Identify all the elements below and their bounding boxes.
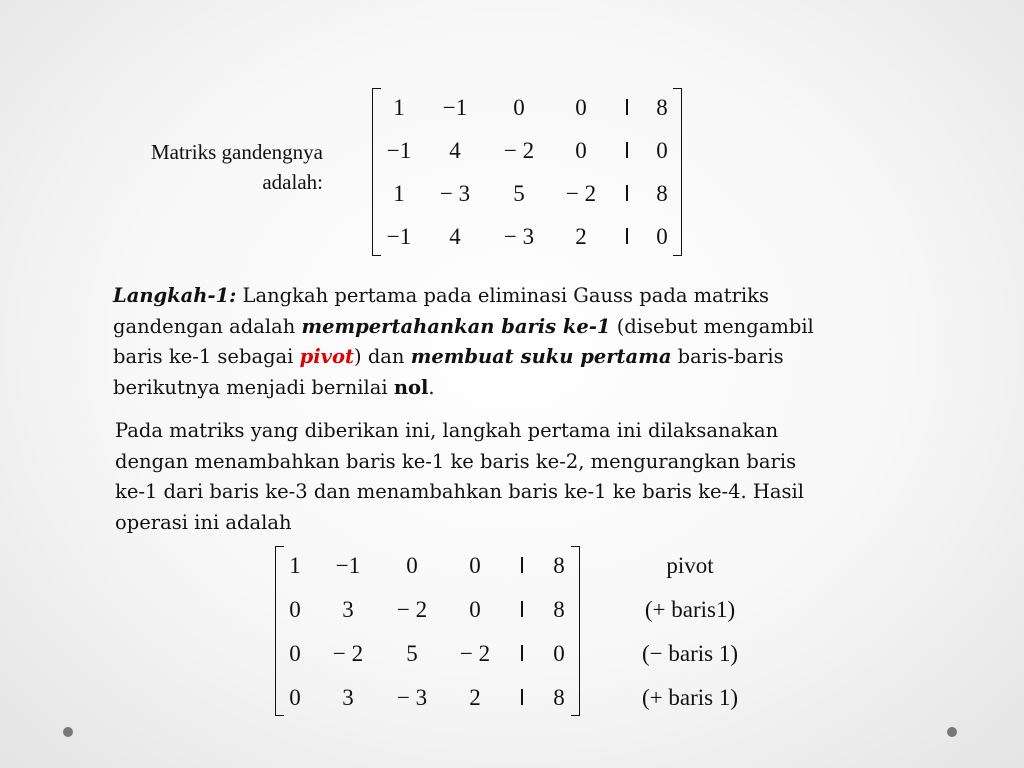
matrix-cell: −1 [335,553,361,578]
matrix-cell: 8 [553,553,565,578]
operation-line: dengan menambahkan baris ke-1 ke baris ke-2, mengurangkan baris [115,449,797,473]
matrix-cell: 1 [289,553,301,578]
matrix-cell: 0 [575,138,587,163]
pivot-term: pivot [299,345,355,368]
matrix-cell: 8 [656,181,668,206]
augment-separator [521,645,523,661]
intro-text [60,137,323,197]
matrix-cell: −1 [386,138,412,163]
matrix-cell: 0 [469,597,481,622]
nav-dot-right-icon [947,727,957,737]
matrix-cell: 0 [406,553,418,578]
langkah-text: Langkah pertama pada eliminasi Gauss pada matriks [236,284,769,307]
operation-paragraph [115,416,915,538]
matrix-cell: 5 [513,181,525,206]
augment-separator [521,557,523,573]
matrix-cell: 8 [656,95,668,120]
matrix-cell: 1 [393,181,405,206]
matrix-left-bracket [275,546,284,716]
emphasis-first-term: membuat suku pertama [410,345,672,368]
langkah-label: Langkah-1: [113,284,237,307]
augment-separator [521,689,523,705]
matrix-cell: − 2 [332,641,364,666]
matrix-cell: 0 [469,553,481,578]
matrix-cell: − 2 [459,641,491,666]
langkah-text: . [428,375,435,399]
augment-separator [626,99,628,115]
matrix-cell: 0 [289,597,301,622]
matrix-cell: − 3 [439,181,471,206]
matrix-cell: 0 [553,641,565,666]
langkah-text: baris-baris [671,345,784,368]
matrix-cell: −1 [442,95,468,120]
matrix-cell: −1 [386,224,412,249]
matrix-cell: 1 [393,95,405,120]
matrix-cell: 5 [406,641,418,666]
matrix-cell: − 3 [396,685,428,710]
nol-term: nol [393,375,429,399]
matrix-cell: 0 [656,138,668,163]
langkah-1-paragraph [113,281,903,403]
row-op-4: (+ baris 1) [642,685,738,710]
augmented-matrix-step-1 [275,546,580,716]
operation-line: ke-1 dari baris ke-3 dan menambahkan baris ke-1 ke baris ke-4. Hasil [115,480,804,503]
matrix-cell: 0 [289,685,301,710]
matrix-left-bracket [372,88,381,256]
matrix-cell: 3 [342,597,354,622]
langkah-text: berikutnya menjadi bernilai [113,375,394,399]
augment-separator [626,228,628,244]
langkah-text: (disebut mengambil [610,314,814,338]
matrix-right-bracket [673,88,682,256]
augmented-matrix-original [372,88,682,256]
matrix-right-bracket [571,546,580,716]
augment-separator [521,601,523,617]
nav-dot-left-icon [63,727,73,737]
langkah-text: gandengan adalah [113,314,302,338]
matrix-cell: 4 [449,224,461,249]
matrix-cell: − 2 [396,597,428,622]
operation-line: operasi ini adalah [115,510,292,534]
augment-separator [626,185,628,201]
emphasis-keep-row: mempertahankan baris ke-1 [301,314,611,338]
matrix-cell: 0 [575,95,587,120]
intro-line-2: adalah: [262,170,323,194]
augment-separator [626,142,628,158]
matrix-cell: 0 [513,95,525,120]
row-op-3: (− baris 1) [642,641,738,666]
matrix-cell: 2 [575,224,587,249]
matrix-cell: 8 [553,685,565,710]
matrix-cell: 4 [449,138,461,163]
matrix-cell: 0 [656,224,668,249]
langkah-text: baris ke-1 sebagai [113,345,300,368]
row-op-pivot: pivot [666,553,714,578]
langkah-text: ) dan [354,345,411,368]
matrix-cell: − 3 [503,224,535,249]
matrix-cell: 3 [342,685,354,710]
matrix-cell: − 2 [565,181,597,206]
matrix-cell: 0 [289,641,301,666]
matrix-cell: 8 [553,597,565,622]
operation-line: Pada matriks yang diberikan ini, langkah pertama ini dilaksanakan [115,419,779,442]
row-op-2: (+ baris1) [644,597,736,622]
matrix-cell: − 2 [503,138,535,163]
matrix-cell: 2 [469,685,481,710]
intro-line-1: Matriks gandengnya [150,140,323,164]
